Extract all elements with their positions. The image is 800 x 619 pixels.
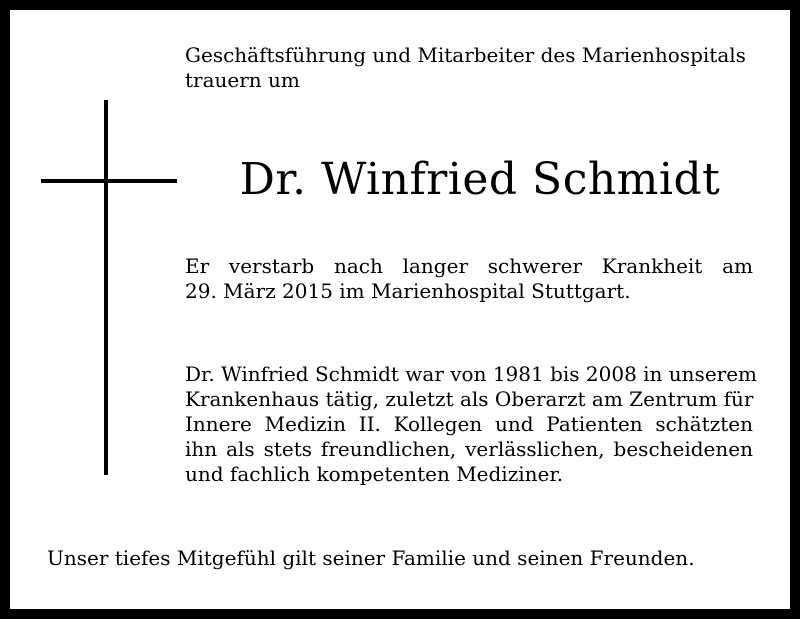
intro-line: Geschäftsführung und Mitarbeiter des Marienhospitals bbox=[185, 43, 746, 67]
paragraph-line: Er verstarb nach langer schwerer Krankheit am bbox=[185, 254, 753, 278]
cross-horizontal-bar bbox=[41, 179, 177, 183]
paragraph-line: ihn als stets freundlichen, verlässlichen, bescheidenen bbox=[185, 437, 753, 461]
intro-line: trauern um bbox=[185, 68, 300, 92]
biography-paragraph bbox=[185, 362, 758, 487]
paragraph-line: Dr. Winfried Schmidt war von 1981 bis 2008 in unserem bbox=[185, 362, 758, 386]
paragraph-line: Innere Medizin II. Kollegen und Patienten schätzten bbox=[185, 412, 753, 436]
paragraph-line: Krankenhaus tätig, zuletzt als Oberarzt am Zentrum für bbox=[185, 387, 754, 411]
closing-text: Unser tiefes Mitgefühl gilt seiner Familie und seinen Freunden. bbox=[47, 546, 695, 570]
deceased-name: Dr. Winfried Schmidt bbox=[239, 154, 721, 205]
cross-vertical-bar bbox=[104, 100, 108, 475]
paragraph-line: und fachlich kompetenten Mediziner. bbox=[185, 462, 564, 486]
intro-text bbox=[185, 43, 765, 93]
paragraph-line: 29. März 2015 im Marienhospital Stuttgart. bbox=[185, 279, 631, 303]
death-notice-paragraph bbox=[185, 254, 753, 304]
